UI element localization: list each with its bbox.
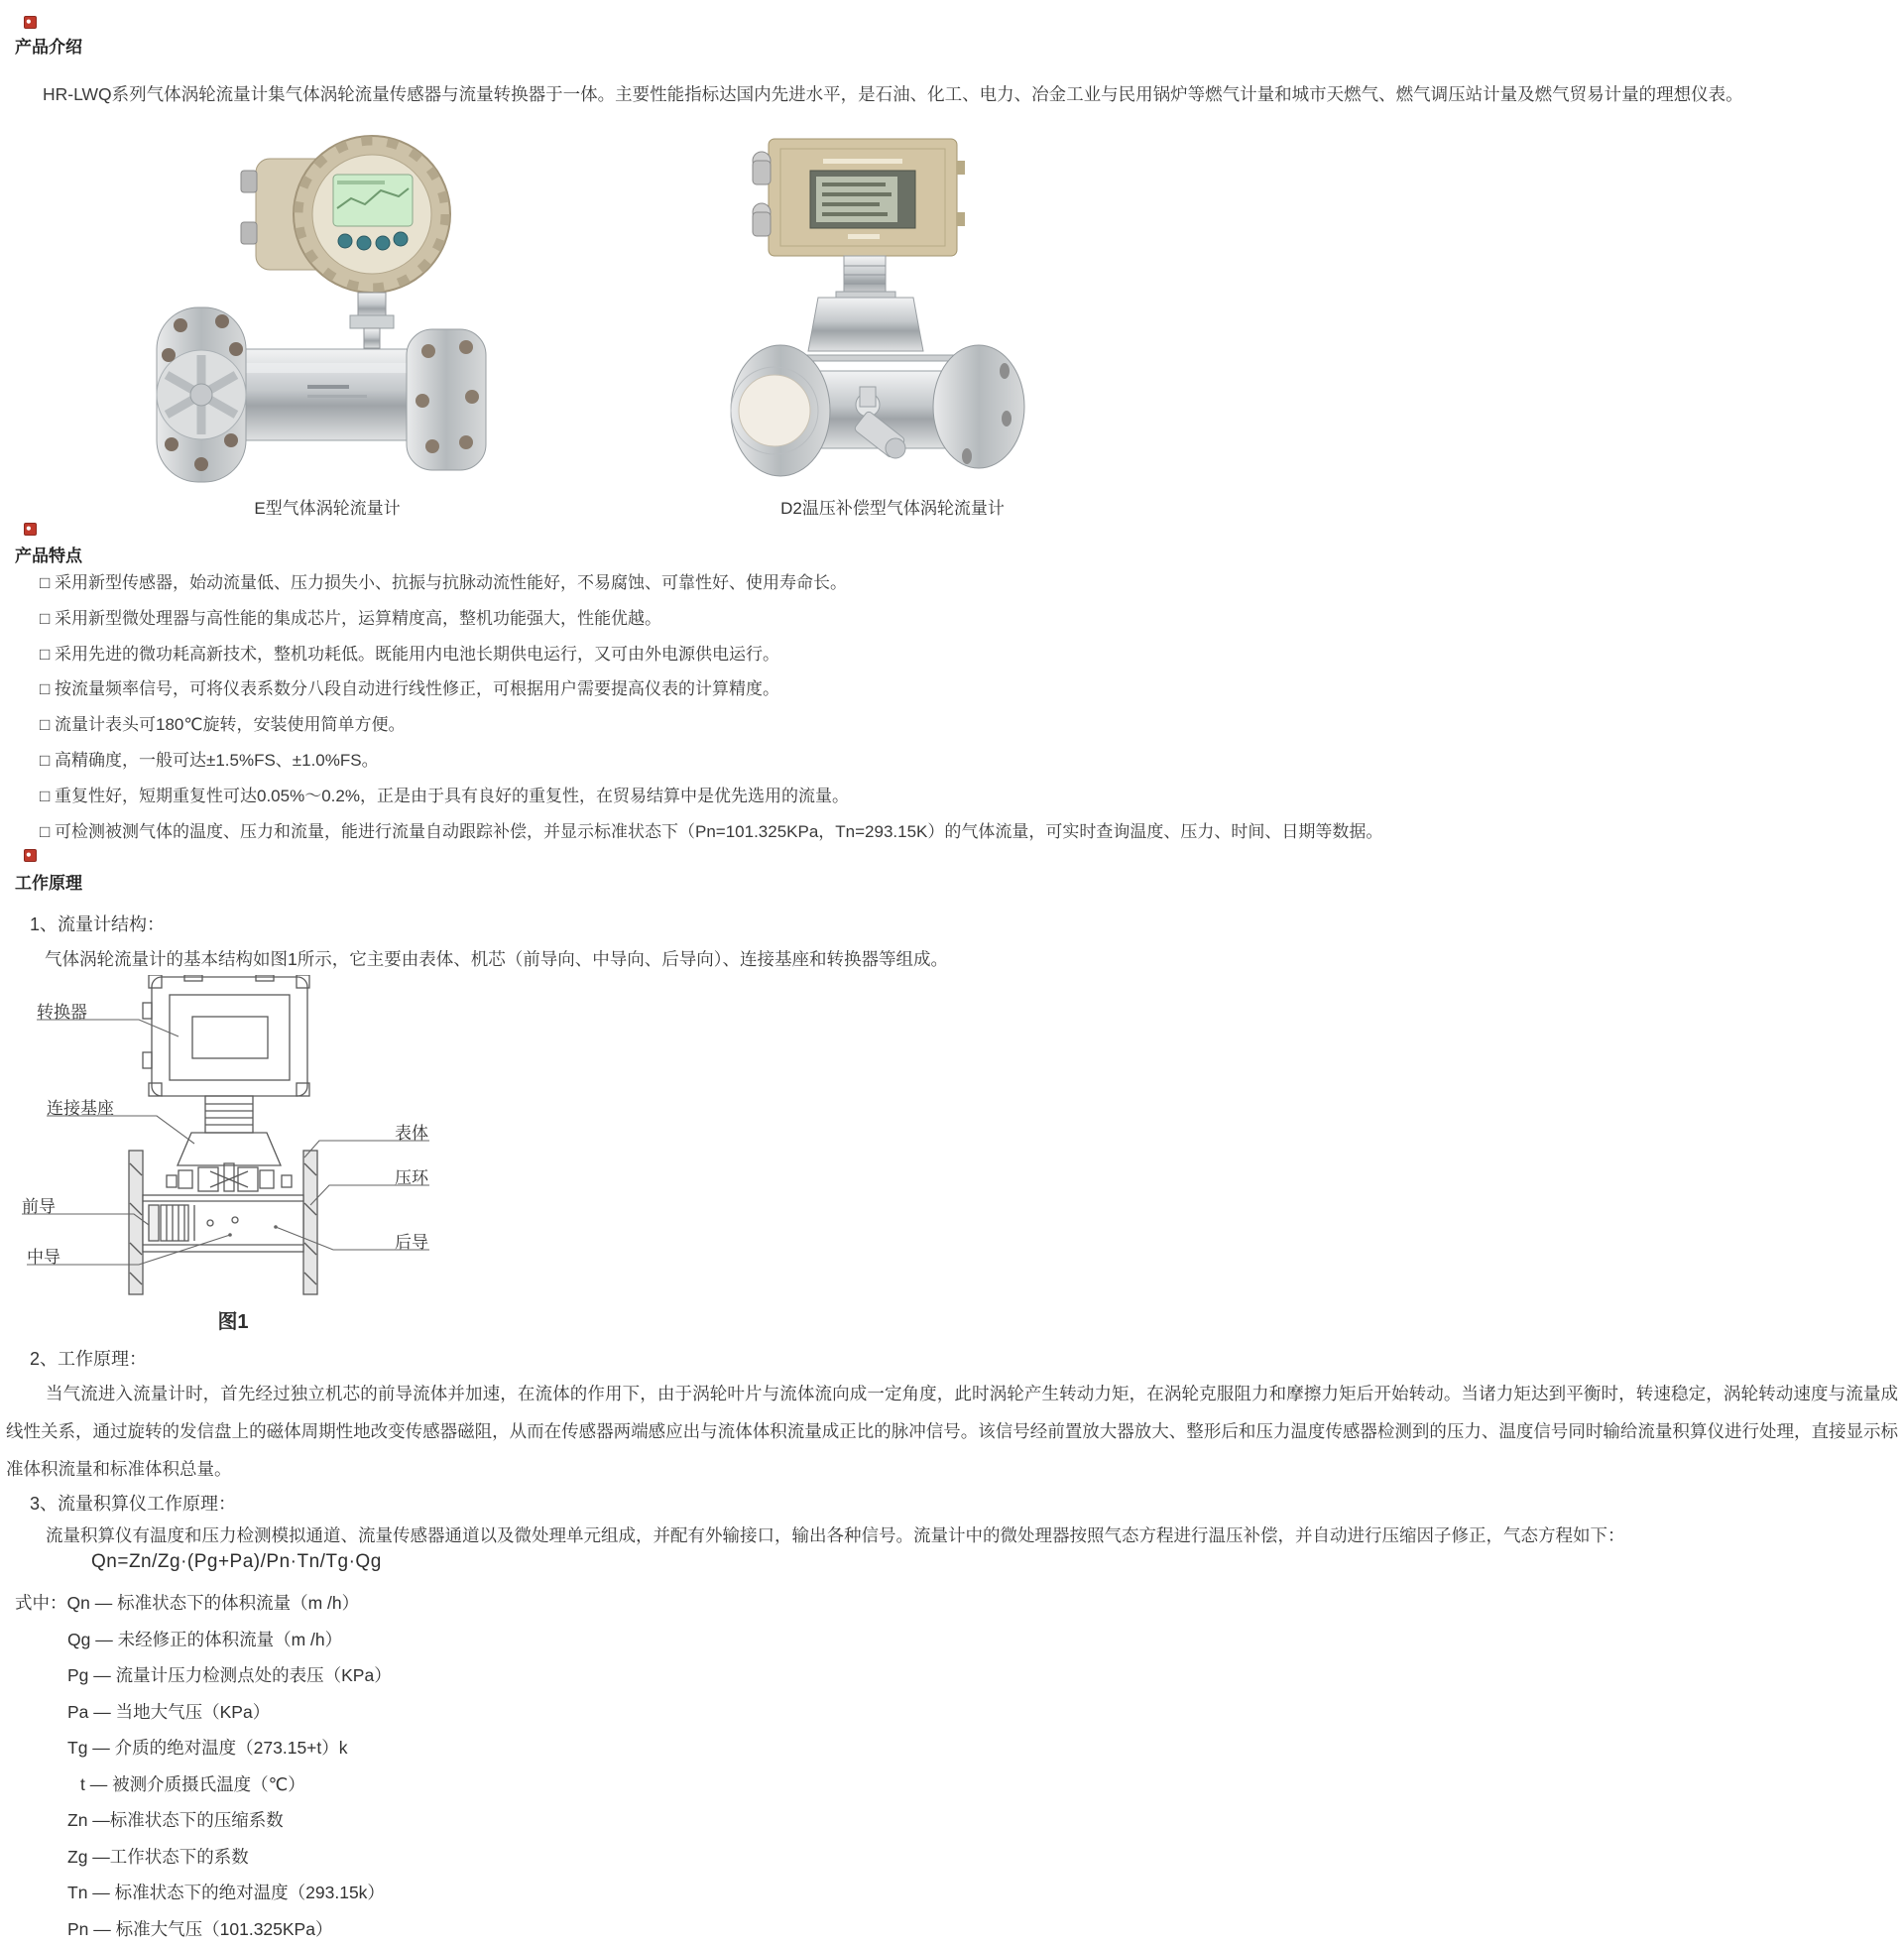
- principle-subtitle: 2、工作原理：: [30, 1345, 147, 1371]
- definition-line: Pn — 标准大气压（101.325KPa）: [15, 1911, 907, 1947]
- definition-line: 式中：Qn — 标准状态下的体积流量（m /h）: [15, 1585, 907, 1622]
- intro-section-title: 产品介绍: [15, 33, 82, 58]
- feature-item: □ 流量计表头可180℃旋转，安装使用简单方便。: [40, 707, 1884, 743]
- product-photo-e-type: [139, 111, 516, 490]
- definition-line: t — 被测介质摄氏温度（℃）: [15, 1766, 907, 1803]
- feature-item: □ 采用新型微处理器与高性能的集成芯片，运算精度高，整机功能强大，性能优越。: [40, 601, 1884, 637]
- section-marker-icon: [24, 849, 37, 862]
- figure-label-mid-guide: 中导: [27, 1243, 60, 1268]
- feature-item: □ 可检测被测气体的温度、压力和流量，能进行流量自动跟踪补偿，并显示标准状态下（Pn=101.325KPa，Tn=293.15K）的气体流量，可实时查询温度、压力、时间、日期等数据。: [40, 814, 1884, 850]
- section-marker-icon: [24, 523, 37, 536]
- feature-item: □ 重复性好，短期重复性可达0.05%～0.2%，正是由于具有良好的重复性，在贸易结算中是优先选用的流量。: [40, 779, 1884, 814]
- figure-label-rear-guide: 后导: [395, 1228, 428, 1253]
- definition-line: Tn — 标准状态下的绝对温度（293.15k）: [15, 1875, 907, 1911]
- photo-caption-e-type: E型气体涡轮流量计: [139, 494, 516, 519]
- figure1-diagram: [0, 975, 466, 1307]
- figure-label-body: 表体: [395, 1119, 428, 1144]
- definition-line: Tg — 介质的绝对温度（273.15+t）k: [15, 1730, 907, 1766]
- feature-item: □ 采用先进的微功耗高新技术，整机功耗低。既能用内电池长期供电运行，又可由外电源供电运行。: [40, 637, 1884, 672]
- product-photo-d2-type: [719, 121, 1066, 490]
- d2-type-flowmeter-illustration: [719, 121, 1066, 490]
- definition-line: Zn —标准状态下的压缩系数: [15, 1802, 907, 1839]
- figure1-caption: 图1: [0, 1305, 466, 1334]
- intro-paragraph: HR-LWQ系列气体涡轮流量计集气体涡轮流量传感器与流量转换器于一体。主要性能指标达国内先进水平，是石油、化工、电力、冶金工业与民用锅炉等燃气计量和城市天燃气、燃气调压站计量及燃气贸易计量的理想仪表。: [15, 79, 1889, 109]
- definition-line: Zg —工作状态下的系数: [15, 1839, 907, 1876]
- definition-line: Pg — 流量计压力检测点处的表压（KPa）: [15, 1657, 907, 1694]
- section-marker-icon: [24, 16, 37, 29]
- totalizer-paragraph: 流量积算仪有温度和压力检测模拟通道、流量传感器通道以及微处理单元组成，并配有外输接口，输出各种信号。流量计中的微处理器按照气态方程进行温压补偿，并自动进行压缩因子修正，气态方程如下：: [6, 1523, 1898, 1547]
- definition-line: Qg — 未经修正的体积流量（m /h）: [15, 1622, 907, 1658]
- structure-text: 气体涡轮流量计的基本结构如图1所示，它主要由表体、机芯（前导向、中导向、后导向）、连接基座和转换器等组成。: [45, 944, 1889, 974]
- photo-caption-d2-type: D2温压补偿型气体涡轮流量计: [719, 494, 1066, 519]
- gas-state-formula: Qn=Zn/Zg·(Pg+Pa)/Pn·Tn/Tg·Qg: [91, 1551, 382, 1573]
- e-type-flowmeter-illustration: [139, 111, 516, 490]
- figure-label-ring: 压环: [395, 1163, 428, 1188]
- figure-label-converter: 转换器: [37, 998, 87, 1023]
- definition-line: Pa — 当地大气压（KPa）: [15, 1694, 907, 1731]
- figure-label-base: 连接基座: [47, 1094, 114, 1119]
- feature-item: □ 采用新型传感器，始动流量低、压力损失小、抗振与抗脉动流性能好，不易腐蚀、可靠性好、使用寿命长。: [40, 565, 1884, 601]
- structure-subtitle: 1、流量计结构：: [30, 911, 165, 936]
- feature-item: □ 按流量频率信号，可将仪表系数分八段自动进行线性修正，可根据用户需要提高仪表的计算精度。: [40, 671, 1884, 707]
- feature-item: □ 高精确度，一般可达±1.5%FS、±1.0%FS。: [40, 743, 1884, 779]
- principle-section-title: 工作原理: [15, 869, 82, 894]
- figure-label-front-guide: 前导: [22, 1192, 56, 1217]
- features-section-title: 产品特点: [15, 542, 82, 566]
- feature-list: [40, 565, 1884, 849]
- principle-paragraph: 当气流进入流量计时，首先经过独立机芯的前导流体并加速，在流体的作用下，由于涡轮叶片与流体流向成一定角度，此时涡轮产生转动力矩，在涡轮克服阻力和摩擦力矩后开始转动。当诸力矩达到平衡时，转速稳定，涡轮转动速度与流量成线性关系，通过旋转的发信盘上的磁体周期性地改变传感器磁阻，从而在传感器两端感应出与流体体积流量成正比的脉冲信号。该信号经前置放大器放大、整形后和压力温度传感器检测到的压力、温度信号同时输给流量积算仪进行处理，直接显示标准体积流量和标准体积总量。: [6, 1375, 1898, 1488]
- formula-definitions: [15, 1585, 907, 1947]
- totalizer-subtitle: 3、流量积算仪工作原理：: [30, 1490, 236, 1516]
